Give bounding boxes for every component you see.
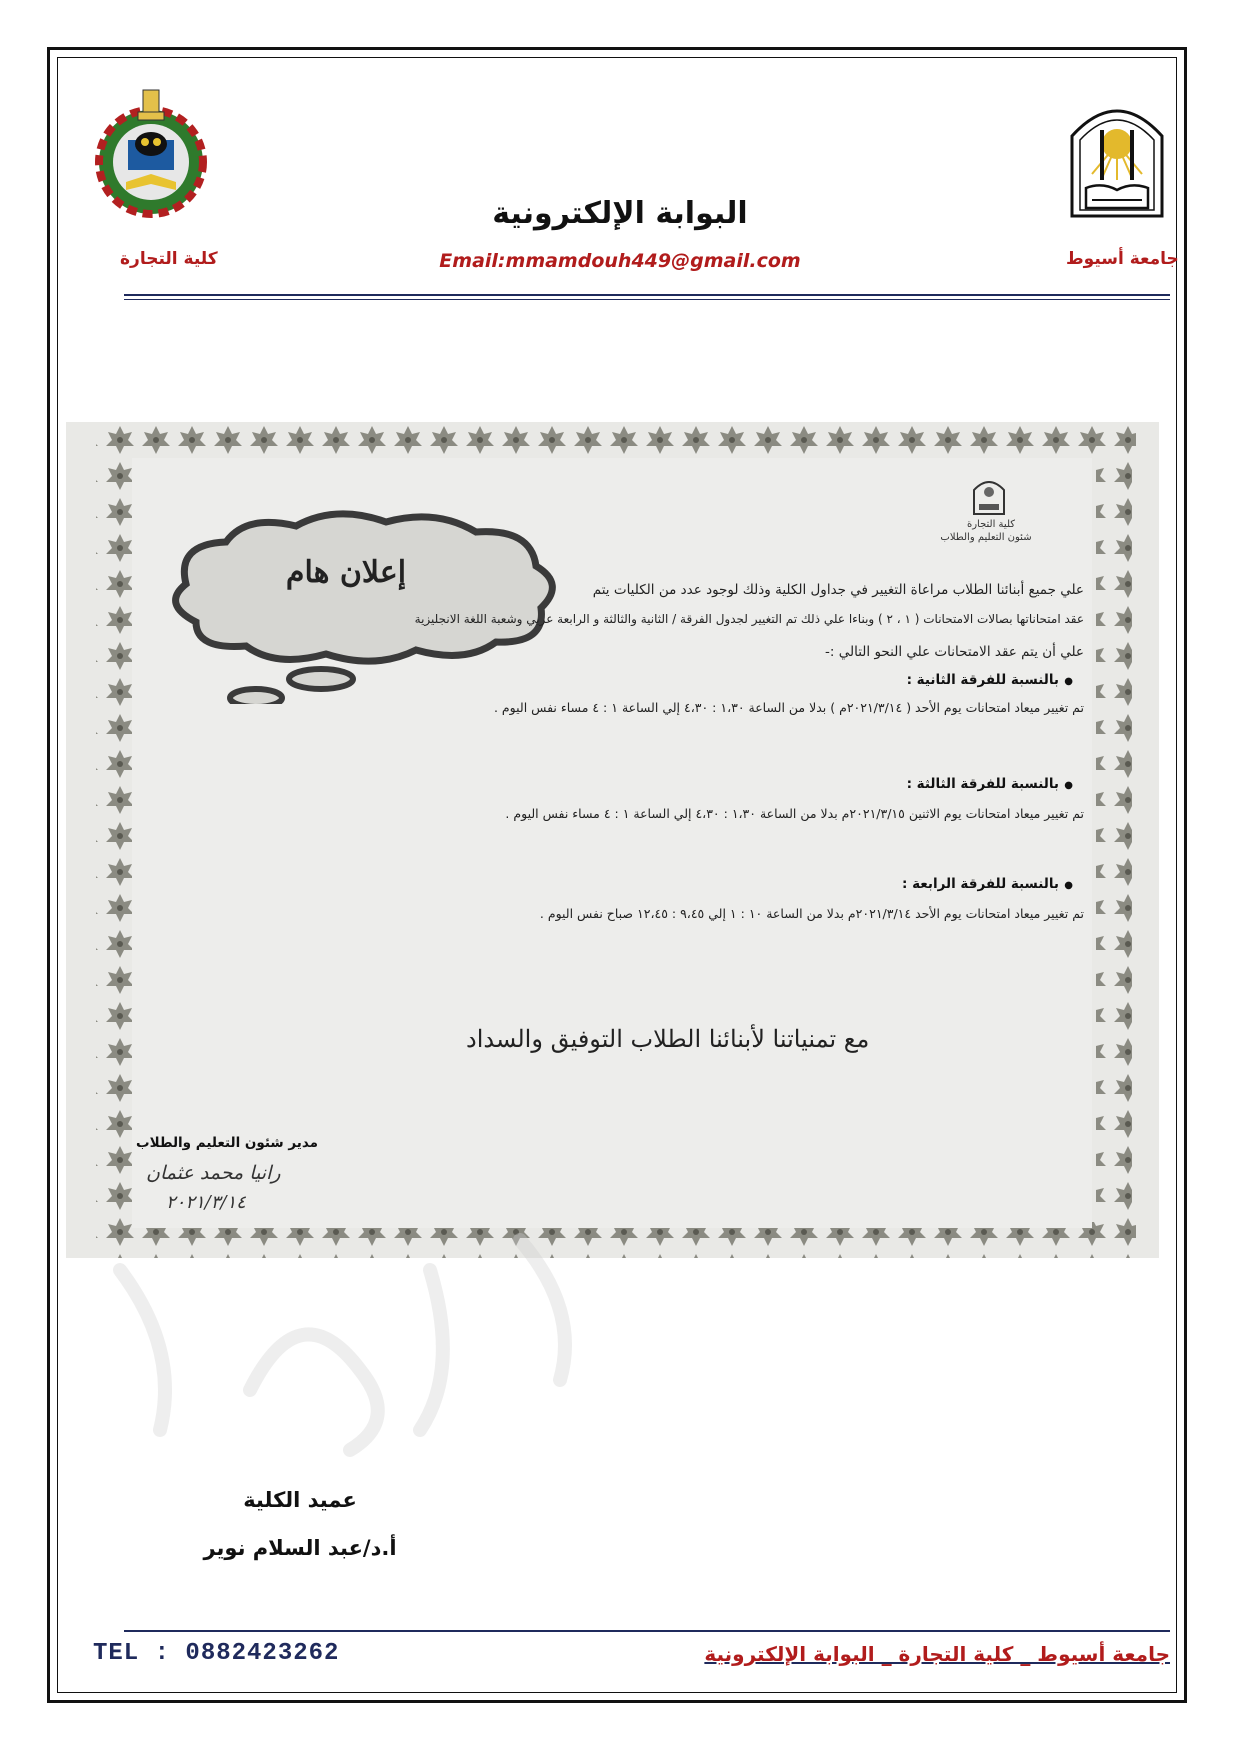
watermark: [100, 1230, 660, 1470]
office-faculty: كلية التجارة: [966, 519, 1016, 530]
page-title: البوابة الإلكترونية: [492, 196, 748, 231]
office-department: شئون التعليم والطلاب: [940, 532, 1032, 543]
contact-email: Email:mmamdouh449@gmail.com: [439, 250, 801, 272]
faculty-logo: [88, 82, 214, 222]
faculty-label: كلية التجارة: [120, 249, 218, 269]
section-text-second-year: تم تغيير ميعاد امتحانات يوم الأحد ( ٢٠٢١/٣/١٤م ) بدلا من الساعة ١،٣٠ : ٤،٣٠ إلي الساعة ١ : ٤ مساء نفس اليوم .: [493, 700, 1084, 715]
intro-line-3: علي أن يتم عقد الامتحانات علي النحو التالي :-: [825, 644, 1084, 660]
university-label: جامعة أسيوط: [1066, 249, 1179, 269]
footer-phone: TEL : 0882423262: [93, 1640, 340, 1667]
bullet-dot: ●: [1064, 780, 1073, 791]
section-heading-second-year: بالنسبة للفرقة الثانية :: [906, 672, 1059, 688]
footer-divider: [124, 1630, 1170, 1632]
signatory-title: مدير شئون التعليم والطلاب: [136, 1135, 318, 1151]
cloud-banner: [146, 504, 576, 704]
section-text-fourth-year: تم تغيير ميعاد امتحانات يوم الأحد ٢٠٢١/٣/١٤م بدلا من الساعة ١٠ : ١ إلي ٩،٤٥ : ١٢،٤٥ صباح نفس اليوم .: [539, 906, 1084, 921]
section-heading-fourth-year: بالنسبة للفرقة الرابعة :: [902, 876, 1059, 892]
intro-line-1: علي جميع أبنائنا الطلاب مراعاة التغيير في جداول الكلية وذلك لوجود عدد من الكليات يتم: [592, 582, 1084, 598]
dean-name: أ.د/عبد السلام نوير: [203, 1536, 397, 1560]
university-logo: [1062, 96, 1172, 221]
header-divider: [124, 294, 1170, 296]
header-divider-thin: [124, 299, 1170, 300]
bullet-dot: ●: [1064, 676, 1073, 687]
section-heading-third-year: بالنسبة للفرقة الثالثة :: [906, 776, 1059, 792]
closing-wish: مع تمنياتنا لأبنائنا الطلاب التوفيق والسداد: [466, 1025, 870, 1053]
intro-line-2: عقد امتحاناتها بصالات الامتحانات ( ١ ، ٢ ) وبناءا علي ذلك تم التغيير لجدول الفرقة / الثانية والثالثة و الرابعة عربي وشعبة اللغة الانجليزية: [414, 612, 1084, 626]
office-emblem: [971, 478, 1007, 516]
cloud-title: إعلان هام: [285, 555, 407, 590]
footer-institution: جامعة أسيوط _ كلية التجارة _ البوابة الإلكترونية: [704, 1642, 1170, 1666]
handwritten-date: ٢٠٢١/٣/١٤: [166, 1192, 246, 1213]
handwritten-signature: رانيا محمد عثمان: [146, 1162, 281, 1184]
dean-title: عميد الكلية: [243, 1488, 357, 1512]
section-text-third-year: تم تغيير ميعاد امتحانات يوم الاثنين ٢٠٢١/٣/١٥م بدلا من الساعة ١،٣٠ : ٤،٣٠ إلي الساعة ١ : ٤ مساء نفس اليوم .: [505, 806, 1084, 821]
bullet-dot: ●: [1064, 880, 1073, 891]
announcement-scan: [66, 422, 1159, 1258]
